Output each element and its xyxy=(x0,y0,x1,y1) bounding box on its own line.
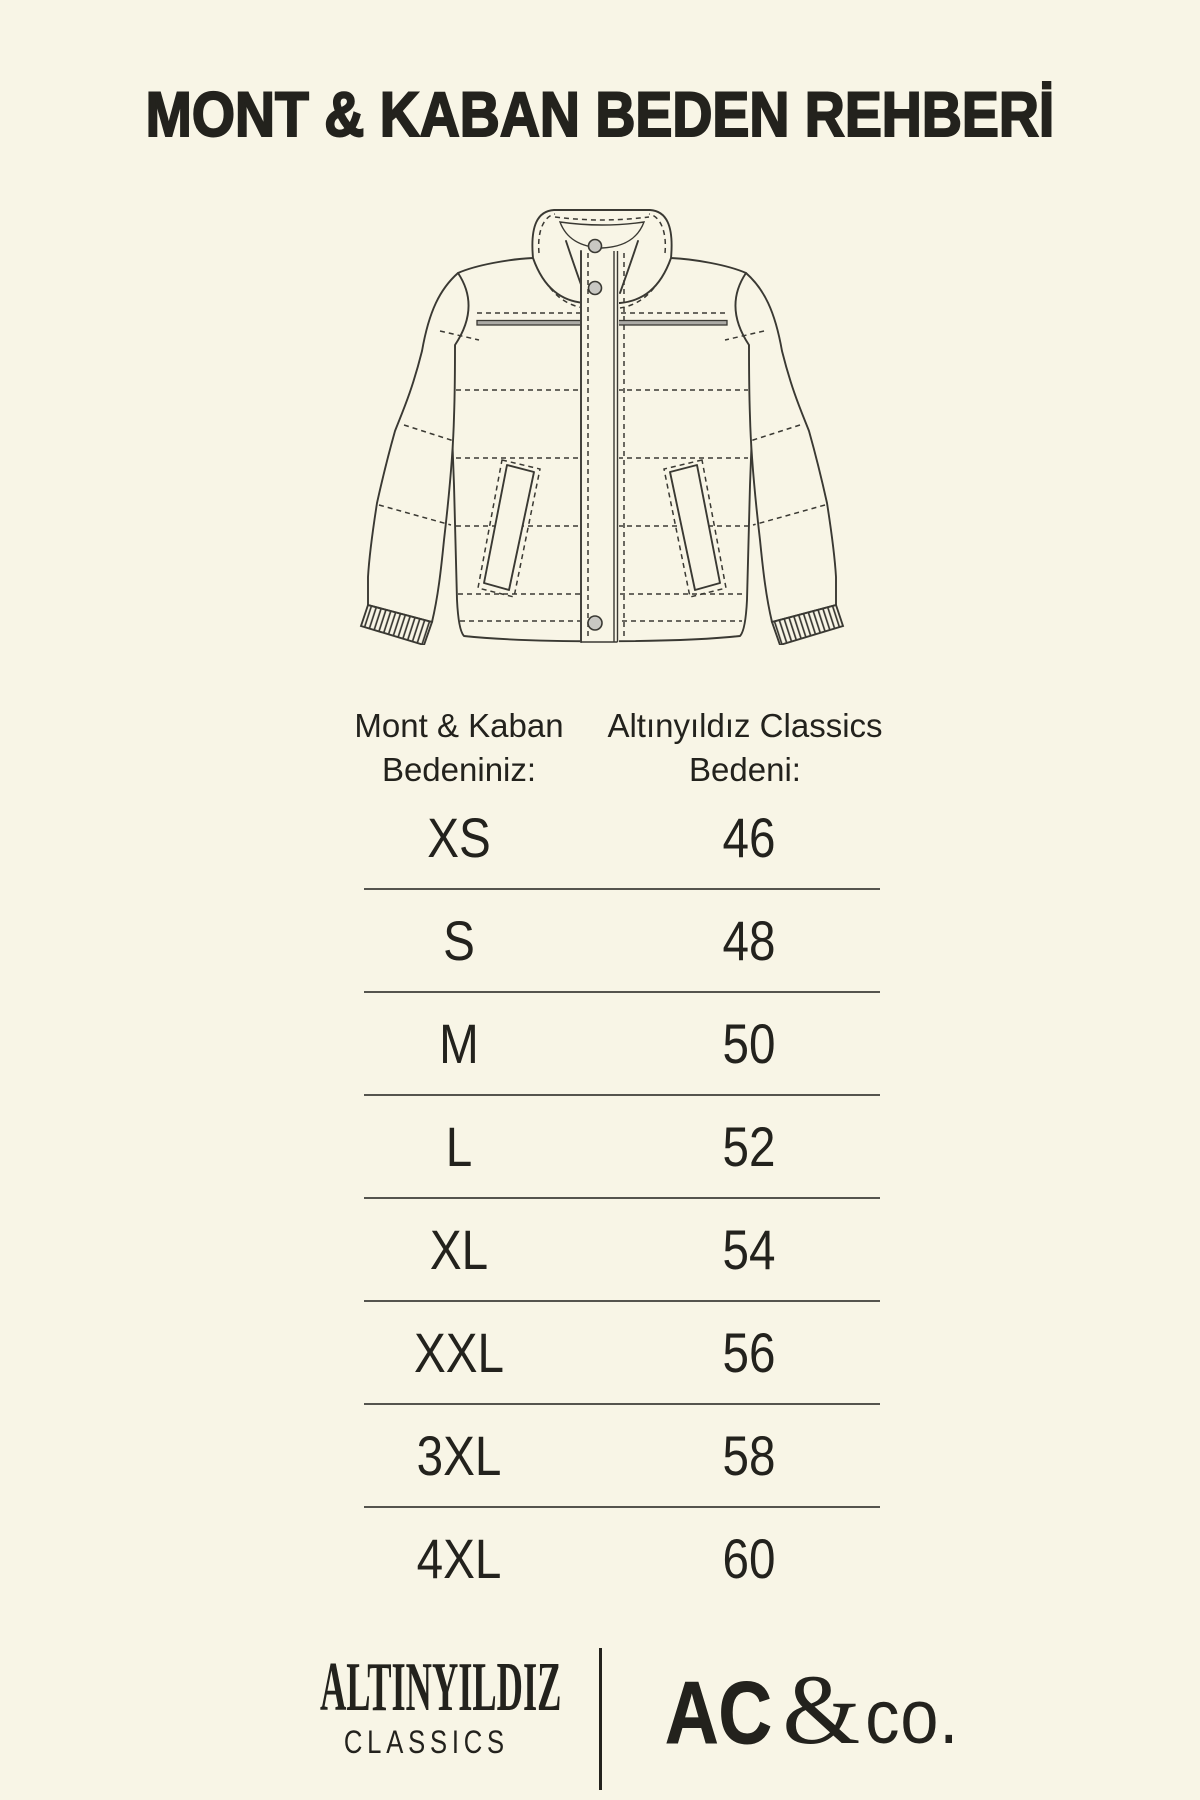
size-value: 56 xyxy=(722,1321,776,1384)
altinyildiz-logo xyxy=(224,1649,624,1760)
size-value: 52 xyxy=(722,1115,776,1178)
size-label: XS xyxy=(427,806,491,869)
table-row xyxy=(364,1199,880,1302)
size-label: 4XL xyxy=(416,1527,502,1590)
ac-logo-ampersand: & xyxy=(782,1654,861,1765)
size-label: XXL xyxy=(414,1321,504,1384)
size-label: XL xyxy=(429,1218,489,1281)
table-row xyxy=(364,993,880,1096)
brand-wordmark: ALTINYILDIZ xyxy=(320,1649,562,1726)
snap-button xyxy=(589,282,602,295)
column-header-line: Mont & Kaban xyxy=(354,707,564,744)
size-value: 54 xyxy=(722,1218,776,1281)
size-label: S xyxy=(443,909,475,972)
column-header-line: Bedeniniz: xyxy=(381,751,537,788)
snap-button xyxy=(589,240,602,253)
size-label: M xyxy=(439,1012,479,1075)
size-label: 3XL xyxy=(416,1424,502,1487)
table-row xyxy=(364,1405,880,1508)
size-label: L xyxy=(445,1115,473,1178)
table-row xyxy=(364,890,880,993)
size-value: 48 xyxy=(722,909,776,972)
puffer-jacket-illustration xyxy=(348,205,852,645)
ac-logo-co: co. xyxy=(865,1675,960,1760)
column-header-line: Bedeni: xyxy=(689,751,801,788)
page-title: MONT & KABAN BEDEN REHBERİ xyxy=(145,80,1055,150)
column-header-your-size xyxy=(309,704,609,792)
size-value: 50 xyxy=(722,1012,776,1075)
size-value: 60 xyxy=(722,1527,776,1590)
column-header-line: Altınyıldız Classics xyxy=(607,707,883,744)
ac-logo-initials: AC xyxy=(665,1663,773,1762)
brand-subline: CLASSICS xyxy=(343,1724,509,1760)
table-row xyxy=(364,1508,880,1609)
size-value: 58 xyxy=(722,1424,776,1487)
size-table xyxy=(364,787,880,1609)
table-row xyxy=(364,1302,880,1405)
column-header-brand-size xyxy=(570,704,920,792)
snap-button xyxy=(588,616,602,630)
size-value: 46 xyxy=(722,806,776,869)
placket-fill xyxy=(580,249,619,643)
table-row xyxy=(364,787,880,890)
table-row xyxy=(364,1096,880,1199)
ac-co-logo xyxy=(600,1652,1020,1782)
